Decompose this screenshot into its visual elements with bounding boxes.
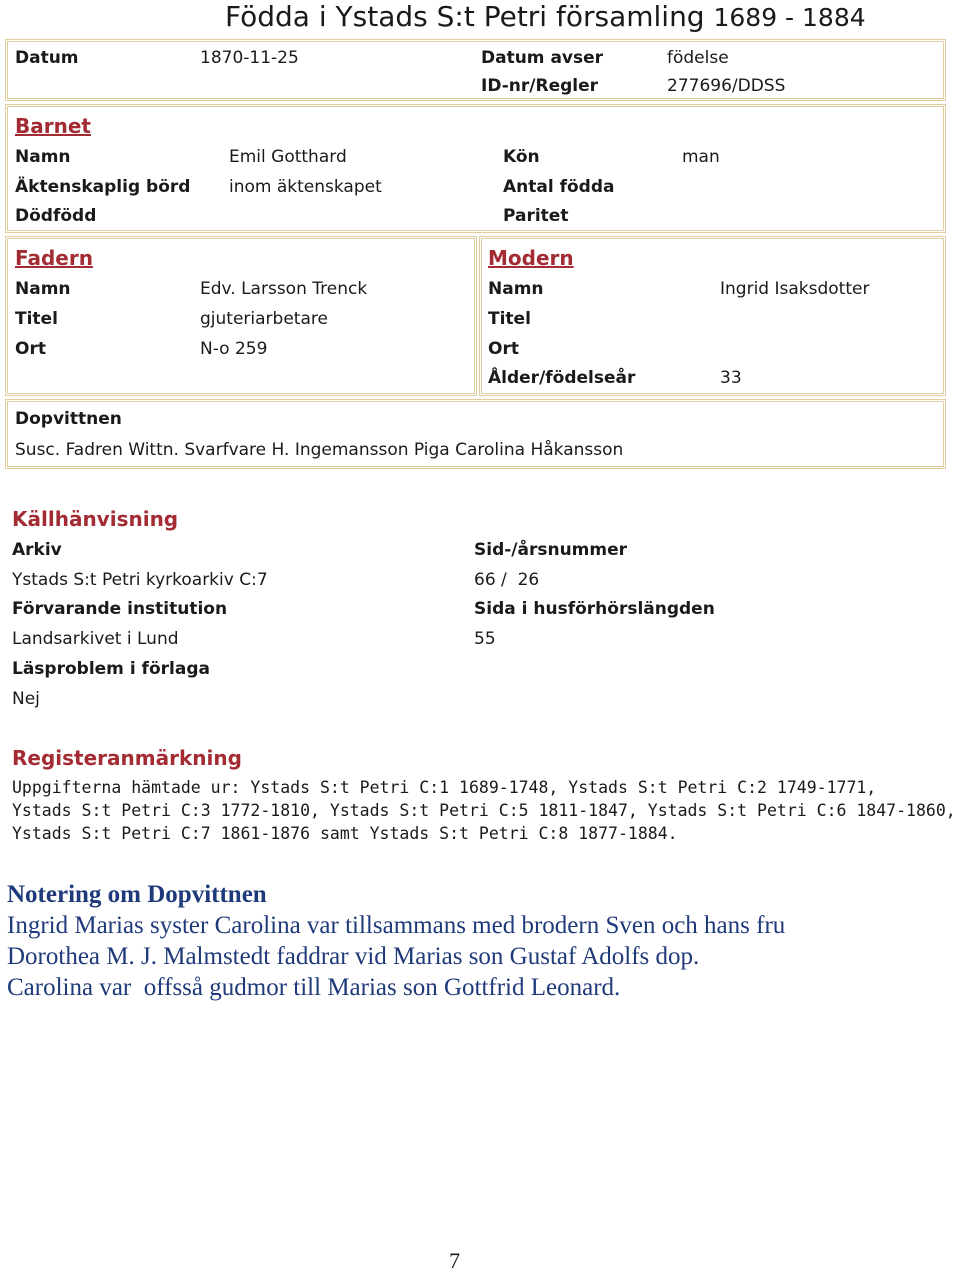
- notering-line: Ingrid Marias syster Carolina var tillsammans med brodern Sven och hans fru: [7, 912, 786, 939]
- title-years: 1689 - 1884: [713, 3, 866, 32]
- barnet-namn-label: Namn: [15, 147, 71, 167]
- modern-ort-label: Ort: [488, 339, 519, 359]
- fadern-ort-value: N-o 259: [200, 339, 268, 359]
- datum-avser-value: födelse: [667, 48, 729, 68]
- datum-avser-label: Datum avser: [481, 48, 604, 68]
- notering-heading: Notering om Dopvittnen: [7, 881, 267, 908]
- barnet-namn-value: Emil Gotthard: [229, 147, 347, 167]
- sid-label: Sid-/årsnummer: [474, 540, 628, 560]
- husforhor-value: 55: [474, 629, 496, 649]
- modern-heading: Modern: [488, 246, 574, 270]
- lasproblem-label: Läsproblem i förlaga: [12, 659, 210, 679]
- modern-namn-label: Namn: [488, 279, 544, 299]
- fadern-ort-label: Ort: [15, 339, 46, 359]
- barnet-heading: Barnet: [15, 114, 91, 138]
- fadern-titel-label: Titel: [15, 309, 58, 329]
- fadern-titel-value: gjuteriarbetare: [200, 309, 328, 329]
- fadern-heading: Fadern: [15, 246, 93, 270]
- barnet-dodfodd-label: Dödfödd: [15, 206, 97, 226]
- datum-value: 1870-11-25: [200, 48, 299, 68]
- barnet-kon-label: Kön: [503, 147, 540, 167]
- fadern-namn-label: Namn: [15, 279, 71, 299]
- barnet-kon-value: man: [682, 147, 720, 167]
- modern-alder-value: 33: [720, 368, 742, 388]
- forvarande-value: Landsarkivet i Lund: [12, 629, 179, 649]
- page-number: 7: [449, 1248, 460, 1273]
- id-value: 277696/DDSS: [667, 76, 786, 96]
- registeranmarkning-heading: Registeranmärkning: [12, 746, 242, 770]
- register-line: Ystads S:t Petri C:3 1772-1810, Ystads S:t Petri C:5 1811-1847, Ystads S:t Petri C:6 1847-1860,: [12, 801, 956, 820]
- datum-box: [5, 39, 946, 101]
- id-label: ID-nr/Regler: [481, 76, 599, 96]
- modern-titel-label: Titel: [488, 309, 531, 329]
- dopvittnen-value: Susc. Fadren Wittn. Svarfvare H. Ingemansson Piga Carolina Håkansson: [15, 440, 624, 460]
- barnet-bord-value: inom äktenskapet: [229, 177, 382, 197]
- barnet-box: [5, 104, 946, 233]
- notering-line: Dorothea M. J. Malmstedt faddrar vid Marias son Gustaf Adolfs dop.: [7, 943, 700, 970]
- notering-line: Carolina var offsså gudmor till Marias son Gottfrid Leonard.: [7, 974, 621, 1001]
- fadern-namn-value: Edv. Larsson Trenck: [200, 279, 368, 299]
- dopvittnen-label: Dopvittnen: [15, 409, 122, 429]
- arkiv-label: Arkiv: [12, 540, 62, 560]
- kallhanvisning-heading: Källhänvisning: [12, 507, 179, 531]
- datum-label: Datum: [15, 48, 79, 68]
- barnet-paritet-label: Paritet: [503, 206, 569, 226]
- modern-alder-label: Ålder/födelseår: [488, 368, 636, 388]
- register-line: Uppgifterna hämtade ur: Ystads S:t Petri C:1 1689-1748, Ystads S:t Petri C:2 1749-1771,: [12, 778, 877, 797]
- forvarande-label: Förvarande institution: [12, 599, 228, 619]
- title-text: Födda i Ystads S:t Petri församling: [225, 0, 714, 33]
- arkiv-value: Ystads S:t Petri kyrkoarkiv C:7: [12, 570, 268, 590]
- sid-value: 66 / 26: [474, 570, 540, 590]
- register-line: Ystads S:t Petri C:7 1861-1876 samt Ystads S:t Petri C:8 1877-1884.: [12, 824, 678, 843]
- lasproblem-value: Nej: [12, 689, 40, 709]
- barnet-bord-label: Äktenskaplig börd: [15, 177, 191, 197]
- husforhor-label: Sida i husförhörslängden: [474, 599, 715, 619]
- barnet-antal-label: Antal födda: [503, 177, 615, 197]
- modern-namn-value: Ingrid Isaksdotter: [720, 279, 870, 299]
- page-title: [225, 0, 866, 33]
